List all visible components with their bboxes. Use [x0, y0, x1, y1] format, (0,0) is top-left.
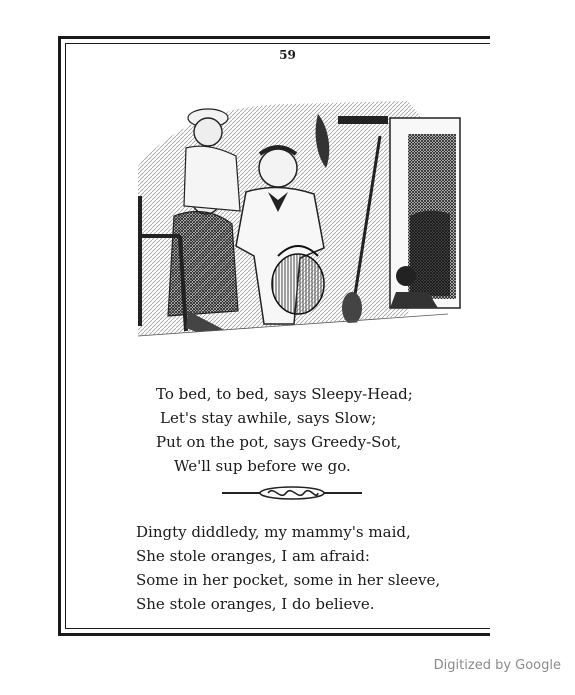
verse-dingty-diddledy: [136, 520, 440, 616]
page-number: 59: [279, 48, 296, 62]
verse-line: She stole oranges, I am afraid:: [136, 547, 370, 565]
verse-line: We'll sup before we go.: [174, 457, 351, 475]
woodcut-illustration: [128, 96, 464, 358]
verse-line: Put on the pot, says Greedy-Sot,: [156, 433, 402, 451]
verse-line: Let's stay awhile, says Slow;: [160, 409, 377, 427]
digitized-watermark: Digitized by Google: [433, 658, 561, 673]
verse-line: Dingty diddledy, my mammy's maid,: [136, 523, 411, 541]
verse-sleepy-head: [156, 382, 413, 478]
scroll-divider-icon: [222, 483, 362, 503]
verse-line: To bed, to bed, says Sleepy-Head;: [156, 385, 413, 403]
verse-line: Some in her pocket, some in her sleeve,: [136, 571, 441, 589]
verse-line: She stole oranges, I do believe.: [136, 595, 375, 613]
